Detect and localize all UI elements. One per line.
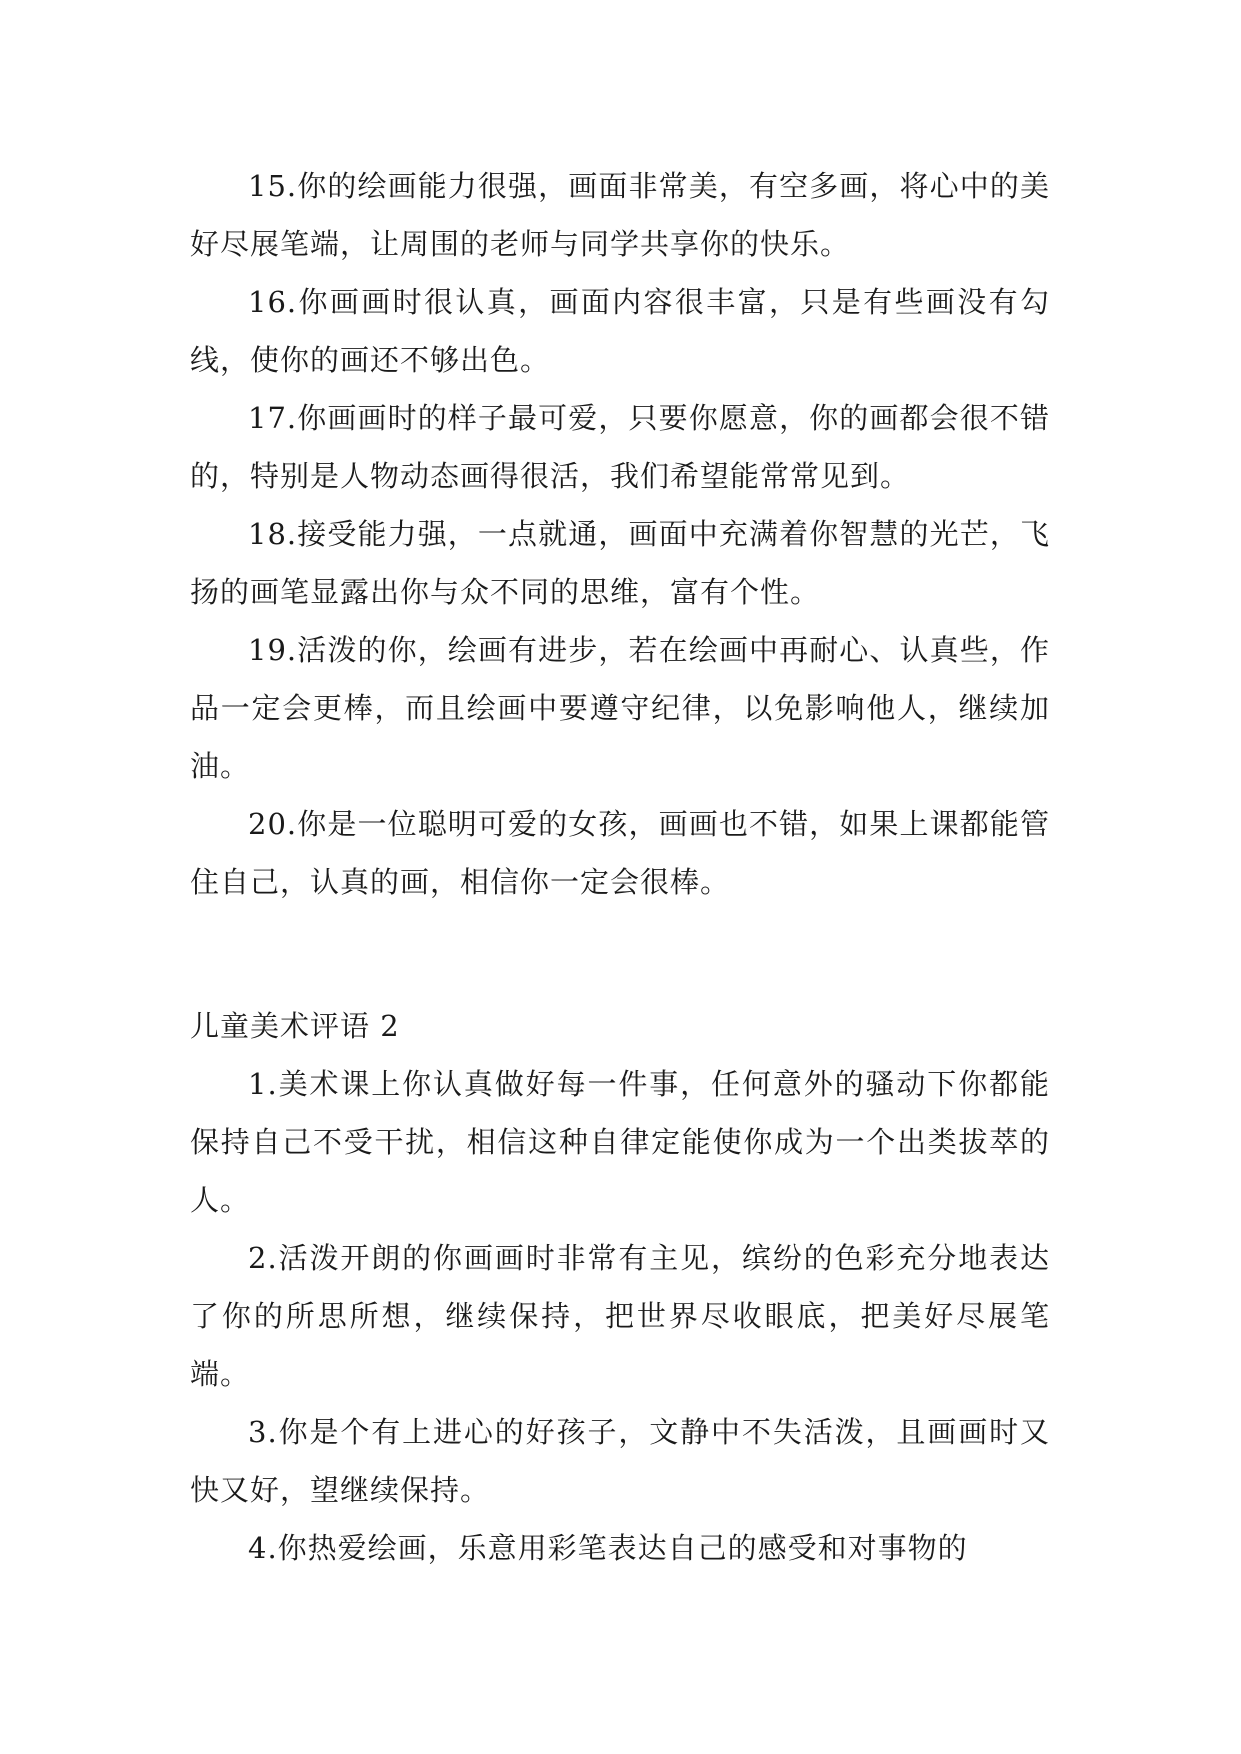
comment-list-part1 (190, 157, 1050, 911)
document-page (190, 157, 1050, 1577)
comment-entry-15 (190, 157, 1050, 273)
entry-text: 你画画时的样子最可爱，只要你愿意，你的画都会很不错的，特别是人物动态画得很活，我们希望能常常见到。 (190, 401, 1050, 493)
comment-entry-2 (190, 1229, 1050, 1403)
entry-number: 18. (248, 517, 298, 551)
entry-text: 你是一位聪明可爱的女孩，画画也不错，如果上课都能管住自己，认真的画，相信你一定会很棒。 (190, 807, 1050, 899)
entry-text: 你的绘画能力很强，画面非常美，有空多画，将心中的美好尽展笔端，让周围的老师与同学共享你的快乐。 (190, 169, 1050, 261)
entry-text: 美术课上你认真做好每一件事，任何意外的骚动下你都能保持自己不受干扰，相信这种自律定能使你成为一个出类拔萃的人。 (190, 1067, 1050, 1217)
entry-number: 20. (248, 807, 298, 841)
entry-number: 15. (248, 169, 298, 203)
comment-entry-1 (190, 1055, 1050, 1229)
entry-number: 19. (248, 633, 298, 667)
comment-entry-20 (190, 795, 1050, 911)
comment-list-part2 (190, 1055, 1050, 1577)
comment-entry-4 (190, 1519, 1050, 1577)
entry-number: 17. (248, 401, 298, 435)
entry-number: 1. (248, 1067, 278, 1101)
entry-number: 4. (248, 1531, 278, 1565)
comment-entry-18 (190, 505, 1050, 621)
entry-text: 你是个有上进心的好孩子，文静中不失活泼，且画画时又快又好，望继续保持。 (190, 1415, 1050, 1507)
comment-entry-16 (190, 273, 1050, 389)
entry-text: 活泼开朗的你画画时非常有主见，缤纷的色彩充分地表达了你的所思所想，继续保持，把世界尽收眼底，把美好尽展笔端。 (190, 1241, 1050, 1391)
comment-entry-19 (190, 621, 1050, 795)
section-heading: 儿童美术评语 2 (190, 1009, 400, 1043)
comment-entry-3 (190, 1403, 1050, 1519)
entry-number: 3. (248, 1415, 278, 1449)
entry-text: 你热爱绘画，乐意用彩笔表达自己的感受和对事物的 (277, 1531, 968, 1565)
entry-number: 2. (248, 1241, 278, 1275)
entry-number: 16. (248, 285, 298, 319)
comment-entry-17 (190, 389, 1050, 505)
entry-text: 活泼的你，绘画有进步，若在绘画中再耐心、认真些，作品一定会更棒，而且绘画中要遵守纪律，以免影响他人，继续加油。 (190, 633, 1050, 783)
entry-text: 你画画时很认真，画面内容很丰富，只是有些画没有勾线，使你的画还不够出色。 (190, 285, 1050, 377)
entry-text: 接受能力强，一点就通，画面中充满着你智慧的光芒，飞扬的画笔显露出你与众不同的思维，富有个性。 (190, 517, 1050, 609)
